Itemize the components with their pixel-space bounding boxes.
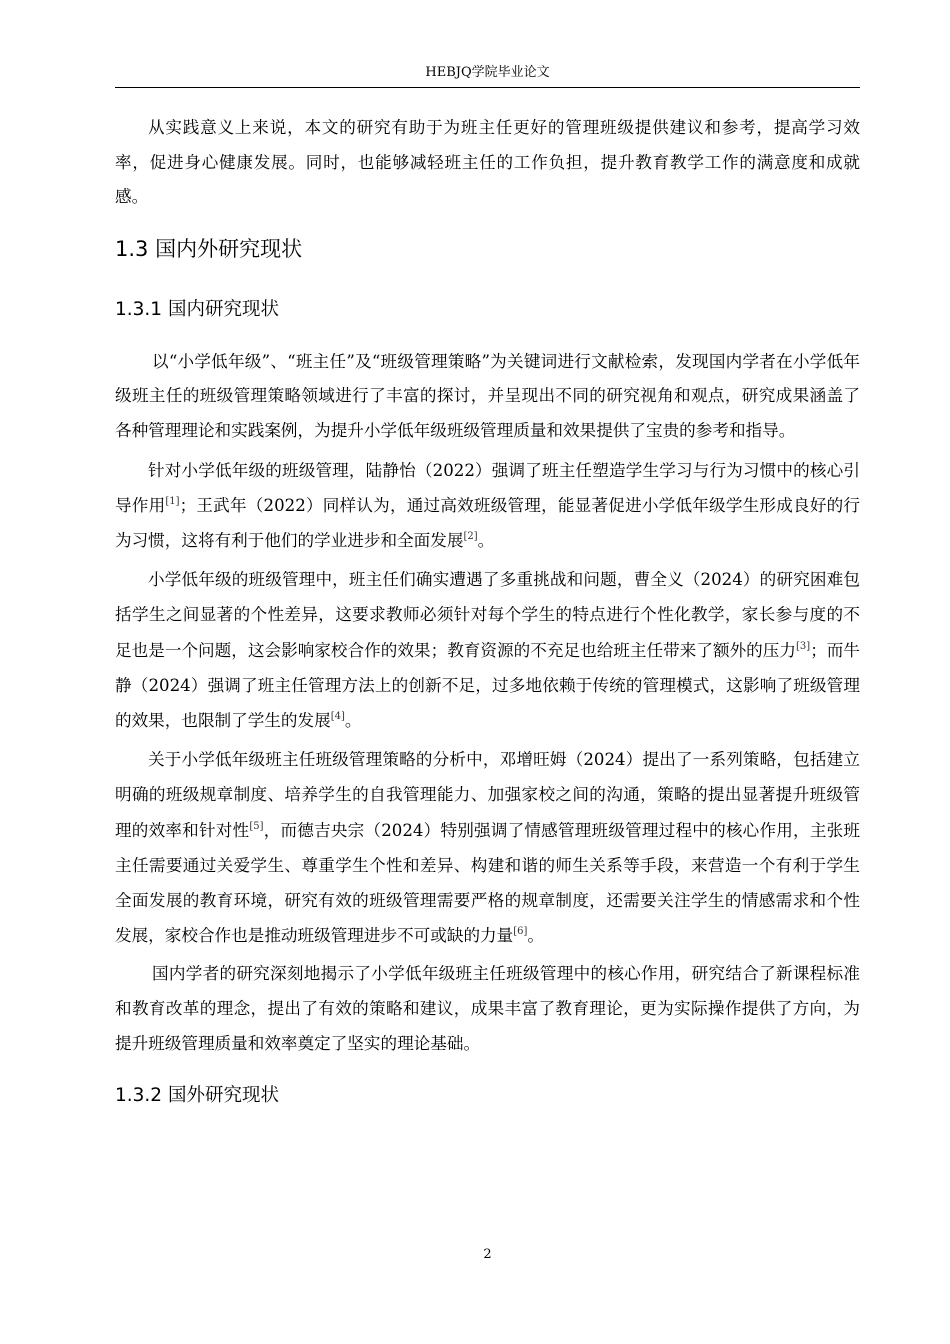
paragraph-text: 。 [527,926,545,946]
paragraph-text: ，而德吉央宗（2024）特别强调了情感管理班级管理过程中的核心作用，主张班主任需要通过关爱学生、尊重学生个性和差异、构建和谐的师生关系等手段，来营造一个有利于学生全面发展的教育环境，研究有效的班级管理需要严格的规章制度，还需要关注学生的情感需求和个性发展，家校合作也是推动班级管理进步不可或缺的力量 [115,820,861,946]
paragraph-habit-formation [115,453,860,559]
paragraph-text: 针对小学低年级的班级管理，陆静怡（2022）强调了班主任塑造学生学习与行为习惯中的核心引导作用 [115,460,860,515]
header-rule [115,87,860,88]
subsection-heading-1-3-2: 1.3.2 国外研究现状 [115,1085,279,1107]
running-header: HEBJQ学院毕业论文 [425,65,550,80]
paragraph-text: 。 [477,530,495,550]
citation-2: [2] [463,530,478,542]
paragraph-domestic-summary: 国内学者的研究深刻地揭示了小学低年级班主任班级管理中的核心作用，研究结合了新课程标准和教育改革的理念，提出了有效的策略和建议，成果丰富了教育理论，更为实际操作提供了方向，为提升班级管理质量和效率奠定了坚实的理论基础。 [115,964,860,1053]
paragraph-text: 。 [344,710,362,730]
section-heading-1-3: 1.3 国内外研究现状 [115,236,303,261]
paragraph-practical-significance: 从实践意义上来说，本文的研究有助于为班主任更好的管理班级提供建议和参考，提高学习效率，促进身心健康发展。同时，也能够减轻班主任的工作负担，提升教育教学工作的满意度和成就感。 [115,118,860,207]
paragraph-text: 小学低年级的班级管理中，班主任们确实遭遇了多重挑战和问题，曹全义（2024）的研究困难包括学生之间显著的个性差异，这要求教师必须针对每个学生的特点进行个性化教学，家长参与度的不足也是一个问题，这会影响家校合作的效果；教育资源的不充足也给班主任带来了额外的压力 [115,570,860,660]
page-number: 2 [483,1247,492,1262]
paragraph-strategies [115,742,860,953]
citation-6: [6] [513,926,528,938]
subsection-heading-1-3-1: 1.3.1 国内研究现状 [115,298,279,320]
paragraph-challenges [115,562,860,738]
paragraph-text: ；王武年（2022）同样认为，通过高效班级管理，能显著促进小学低年级学生形成良好的行为习惯，这将有利于他们的学业进步和全面发展 [115,495,860,550]
page-body [115,111,860,1109]
citation-1: [1] [165,495,180,507]
citation-5: [5] [249,820,264,832]
paragraph-text: ；而牛静（2024）强调了班主任管理方法上的创新不足，过多地依赖于传统的管理模式，这影响了班级管理的效果，也限制了学生的发展 [115,640,861,730]
citation-3: [3] [796,640,811,652]
paragraph-text: 关于小学低年级班主任班级管理策略的分析中，邓增旺姆（2024）提出了一系列策略，包括建立明确的班级规章制度、培养学生的自我管理能力、加强家校之间的沟通，策略的提出显著提升班级管理的效率和针对性 [115,750,860,840]
paragraph-literature-search: 以“小学低年级”、“班主任”及“班级管理策略”为关键词进行文献检索，发现国内学者在小学低年级班主任的班级管理策略领域进行了丰富的探讨，并呈现出不同的研究视角和观点，研究成果涵盖了各种管理理论和实践案例，为提升小学低年级班级管理质量和效果提供了宝贵的参考和指导。 [115,351,860,440]
citation-4: [4] [330,710,345,722]
